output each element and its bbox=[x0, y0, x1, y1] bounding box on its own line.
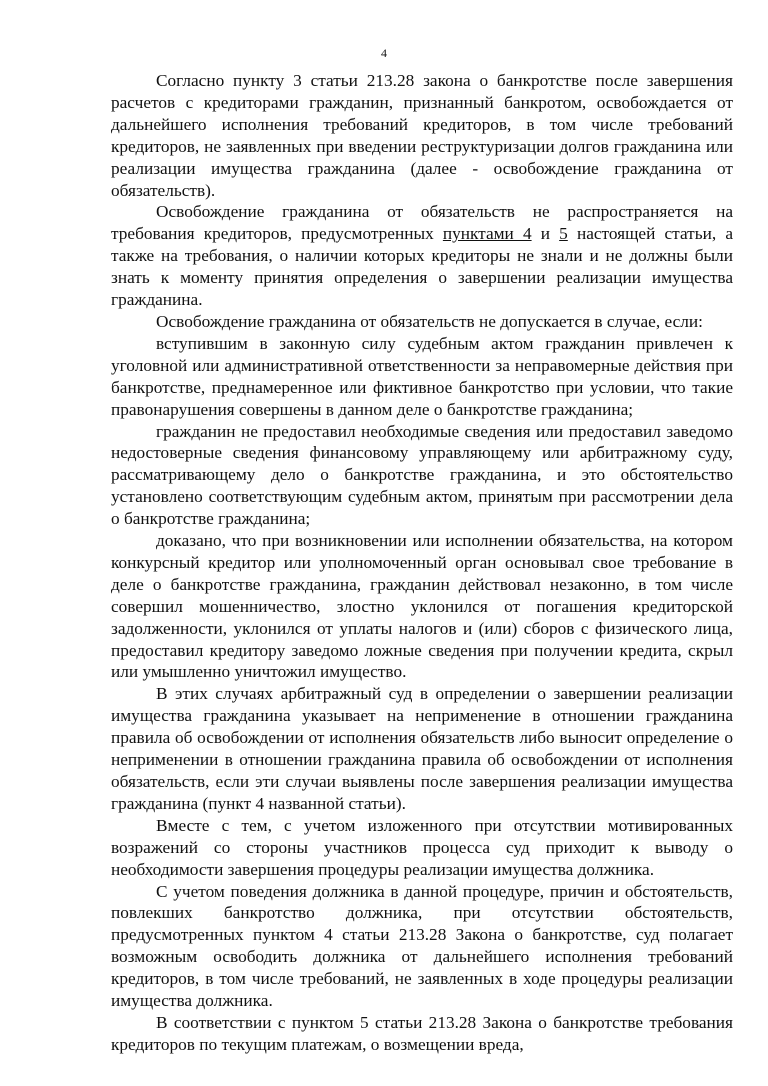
paragraph-current-payments: В соответствии с пунктом 5 статьи 213.28 Закона о банкротстве требования кредиторов по текущим платежам, о возмещении вреда, bbox=[111, 1012, 733, 1054]
link-items-4[interactable]: пунктами 4 bbox=[442, 224, 532, 244]
paragraph-discharge-rule: Согласно пункту 3 статьи 213.28 закона о банкротстве после завершения расчетов с кредиторами гражданин, признанный банкротом, освобождается от дальнейшего исполнения требований кредиторов, в том числе требований кредиторов, не заявленных при введении реструктуризации долгов гражданина или реализации имущества гражданина (далее - освобождение гражданина от обязательств). bbox=[111, 71, 733, 200]
link-item-5[interactable]: 5 bbox=[559, 224, 568, 244]
document-body bbox=[111, 70, 733, 1056]
paragraph-discharge-exceptions bbox=[111, 201, 733, 311]
paragraph-text: настоящей статьи, а также на требования, о наличии которых кредиторы не знали и не должны были знать к моменту принятия определения о завершении реализации имущества гражданина. bbox=[111, 224, 733, 310]
paragraph-court-conclusion: Вместе с тем, с учетом изложенного при отсутствии мотивированных возражений со стороны участников процесса суд приходит к выводу о необходимости завершения процедуры реализации имущества должника. bbox=[111, 815, 733, 879]
paragraph-not-allowed-intro: Освобождение гражданина от обязательств не допускается в случае, если: bbox=[156, 311, 703, 331]
paragraph-text: Освобождение гражданина от обязательств не распространяется на требования кредиторов, предусмотренных bbox=[111, 202, 733, 244]
page-number: 4 bbox=[381, 46, 387, 60]
paragraph-release-decision: С учетом поведения должника в данной процедуре, причин и обстоятельств, повлекших банкротство должника, при отсутствии обстоятельств, предусмотренных пунктом 4 статьи 213.28 Закона о банкротстве, суд полагает возможным освободить должника от дальнейшего исполнения требований кредиторов, в том числе требований, не заявленных в ходе процедуры реализации имущества должника. bbox=[111, 881, 733, 1011]
paragraph-court-determination: В этих случаях арбитражный суд в определении о завершении реализации имущества гражданина указывает на неприменение в отношении гражданина правила об освобождении от исполнения обязательств либо выносит определение о неприменении в отношении гражданина правила об освобождении от исполнения обязательств, если эти случаи выявлены после завершения реализации имущества гражданина (пункт 4 названной статьи). bbox=[111, 684, 733, 813]
paragraph-condition-liability: вступившим в законную силу судебным актом гражданин привлечен к уголовной или административной ответственности за неправомерные действия при банкротстве, преднамеренное или фиктивное банкротство при условии, что такие правонарушения совершены в данном деле о банкротстве гражданина; bbox=[111, 333, 733, 419]
paragraph-text: и bbox=[531, 224, 560, 244]
paragraph-condition-false-info: гражданин не предоставил необходимые сведения или предоставил заведомо недостоверные сведения финансовому управляющему или арбитражному суду, рассматривающему дело о банкротстве гражданина, и это обстоятельство установлено соответствующим судебным актом, принятым при рассмотрении дела о банкротстве гражданина; bbox=[111, 421, 733, 529]
paragraph-condition-illegal-actions: доказано, что при возникновении или исполнении обязательства, на котором конкурсный кредитор или уполномоченный орган основывал свое требование в деле о банкротстве гражданина, гражданин действовал незаконно, в том числе совершил мошенничество, злостно уклонился от погашения кредиторской задолженности, уклонился от уплаты налогов и (или) сборов с физического лица, предоставил кредитору заведомо ложные сведения при получении кредита, скрыл или умышленно уничтожил имущество. bbox=[111, 531, 733, 682]
